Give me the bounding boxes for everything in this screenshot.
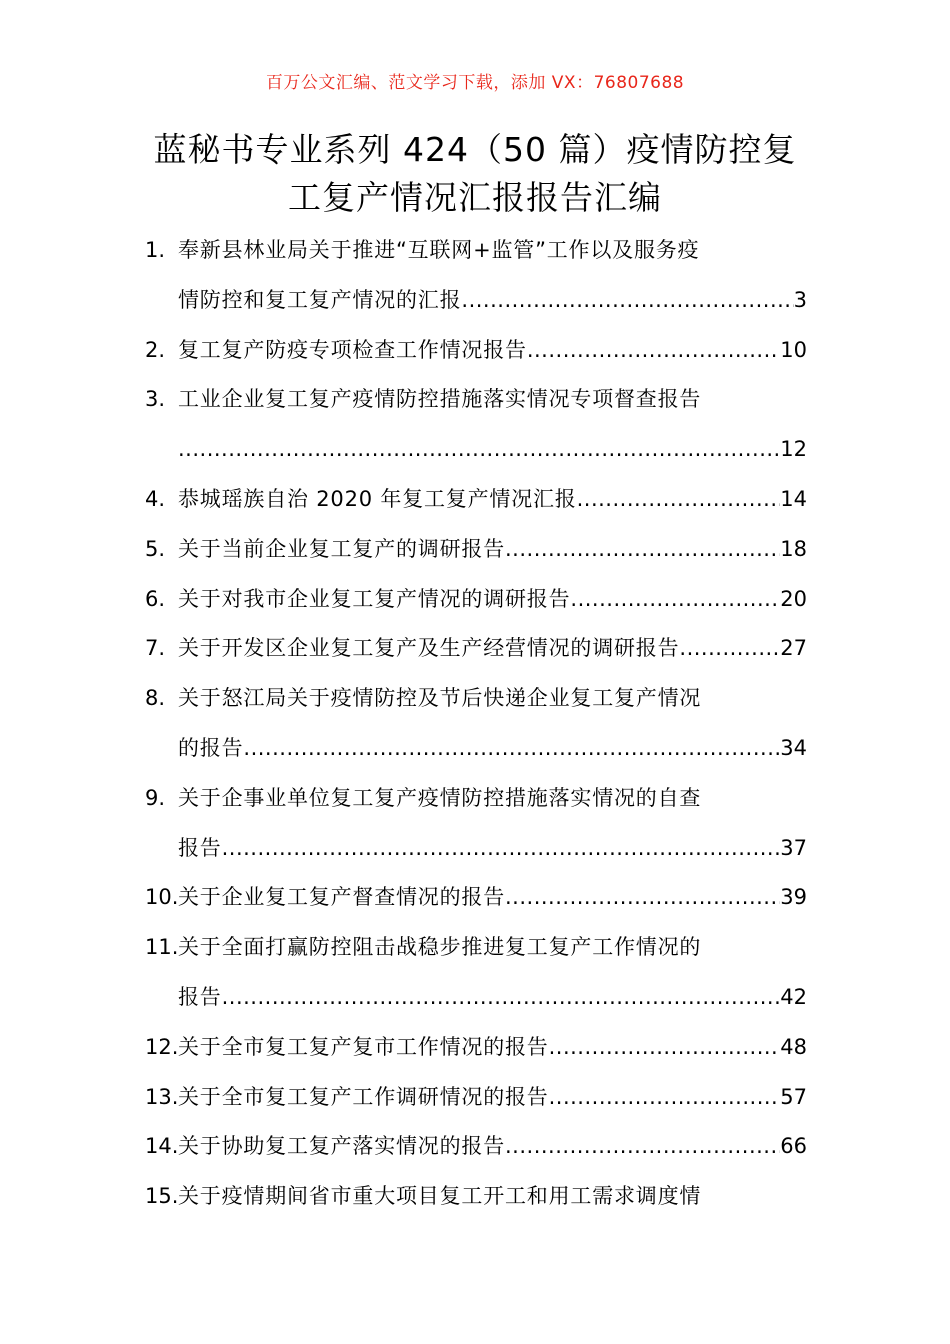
toc-entry-title: 奉新县林业局关于推进“互联网+监管”工作以及服务疫	[178, 238, 700, 262]
table-of-contents	[145, 226, 807, 1222]
toc-entry-title: 关于开发区企业复工复产及生产经营情况的调研报告	[178, 636, 680, 661]
toc-entry-line	[145, 525, 807, 575]
promo-header: 百万公文汇编、范文学习下载，添加 VX：76807688	[265, 73, 685, 93]
toc-leader-dots	[527, 326, 780, 376]
toc-entry[interactable]	[145, 774, 807, 874]
toc-entry-number: 14.	[145, 1134, 179, 1159]
toc-page-number: 14	[780, 486, 807, 511]
toc-entry[interactable]	[145, 575, 807, 625]
toc-entry-title: 关于全面打赢防控阻击战稳步推进复工复产工作情况的	[178, 935, 702, 960]
toc-entry-line	[145, 276, 807, 326]
toc-entry-line	[145, 575, 807, 625]
toc-page-number: 34	[780, 735, 807, 760]
toc-entry[interactable]	[145, 873, 807, 923]
toc-entry-title: 关于全市复工复产工作调研情况的报告	[178, 1084, 549, 1109]
toc-leader-dots	[461, 276, 793, 326]
toc-entry-number: 6.	[145, 586, 166, 611]
toc-entry-line	[145, 1172, 807, 1222]
toc-entry-number: 2.	[145, 337, 166, 362]
toc-entry-title: 恭城瑶族自治 2020 年复工复产情况汇报	[178, 486, 577, 511]
toc-entry[interactable]	[145, 375, 807, 475]
toc-entry[interactable]	[145, 475, 807, 525]
toc-entry-line	[145, 674, 807, 724]
toc-entry-number: 3.	[145, 387, 166, 412]
toc-leader-dots	[505, 1122, 780, 1172]
toc-leader-dots	[505, 525, 780, 575]
toc-entry-line	[145, 724, 807, 774]
toc-entry-number: 10.	[145, 885, 179, 910]
toc-entry-line	[145, 923, 807, 973]
toc-entry-line	[145, 1122, 807, 1172]
toc-entry-line	[145, 873, 807, 923]
toc-entry-title: 关于怒江局关于疫情防控及节后快递企业复工复产情况	[178, 686, 702, 711]
toc-leader-dots	[549, 1023, 781, 1073]
toc-page-number: 39	[780, 885, 807, 910]
toc-entry[interactable]	[145, 923, 807, 1023]
toc-entry-number: 13.	[145, 1084, 179, 1109]
toc-entry-title: 报告	[178, 835, 222, 860]
title-line-1: 蓝秘书专业系列 424（50 篇）疫情防控复	[153, 130, 797, 169]
toc-entry-title: 复工复产防疫专项检查工作情况报告	[178, 337, 527, 362]
toc-leader-dots	[222, 973, 781, 1023]
toc-entry[interactable]	[145, 674, 807, 774]
toc-leader-dots	[505, 873, 780, 923]
toc-entry-number: 9.	[145, 785, 166, 810]
toc-entry-number: 5.	[145, 536, 166, 561]
toc-entry[interactable]	[145, 326, 807, 376]
toc-entry-number: 1.	[145, 238, 166, 262]
toc-entry-line	[145, 624, 807, 674]
toc-entry-title: 关于当前企业复工复产的调研报告	[178, 536, 505, 561]
toc-entry[interactable]	[145, 1122, 807, 1172]
toc-page-number: 12	[780, 437, 807, 462]
toc-entry[interactable]	[145, 226, 807, 326]
toc-leader-dots	[570, 575, 780, 625]
toc-entry-line	[145, 824, 807, 874]
toc-entry[interactable]	[145, 1073, 807, 1123]
toc-entry-title: 关于全市复工复产复市工作情况的报告	[178, 1034, 549, 1059]
toc-leader-dots	[222, 824, 781, 874]
toc-entry[interactable]	[145, 1023, 807, 1073]
toc-entry-number: 12.	[145, 1034, 179, 1059]
toc-entry-title: 情防控和复工复产情况的汇报	[178, 287, 462, 312]
toc-entry-line	[145, 326, 807, 376]
toc-page-number: 18	[780, 536, 807, 561]
toc-entry-line	[145, 973, 807, 1023]
toc-entry-line	[145, 774, 807, 824]
toc-leader-dots	[243, 724, 780, 774]
toc-entry-line	[145, 1073, 807, 1123]
toc-entry-number: 15.	[145, 1184, 179, 1209]
toc-entry-number: 11.	[145, 935, 179, 960]
toc-entry-line	[145, 475, 807, 525]
toc-entry-line	[145, 226, 807, 276]
toc-entry-number: 8.	[145, 686, 166, 711]
toc-entry-title: 关于企业复工复产督查情况的报告	[178, 885, 505, 910]
toc-entry-title: 报告	[178, 984, 222, 1009]
toc-entry-line	[145, 425, 807, 475]
toc-entry[interactable]	[145, 624, 807, 674]
toc-leader-dots	[549, 1073, 781, 1123]
toc-page-number: 48	[780, 1034, 807, 1059]
toc-leader-dots	[178, 425, 780, 475]
toc-page-number: 20	[780, 586, 807, 611]
title-line-2: 工复产情况汇报报告汇编	[288, 178, 662, 217]
toc-entry-number: 7.	[145, 636, 166, 661]
toc-leader-dots	[679, 624, 780, 674]
toc-entry-title: 关于对我市企业复工复产情况的调研报告	[178, 586, 571, 611]
toc-entry-number: 4.	[145, 486, 166, 511]
toc-page-number: 27	[780, 636, 807, 661]
toc-page-number: 66	[780, 1134, 807, 1159]
document-title	[120, 126, 830, 222]
toc-entry[interactable]	[145, 525, 807, 575]
toc-leader-dots	[577, 475, 781, 525]
toc-entry-title: 关于协助复工复产落实情况的报告	[178, 1134, 505, 1159]
toc-page-number: 3	[793, 287, 807, 312]
toc-entry-title: 关于企事业单位复工复产疫情防控措施落实情况的自查	[178, 785, 702, 810]
toc-page-number: 10	[780, 337, 807, 362]
toc-entry[interactable]	[145, 1172, 807, 1222]
toc-entry-line	[145, 375, 807, 425]
toc-entry-line	[145, 1023, 807, 1073]
toc-entry-title: 关于疫情期间省市重大项目复工开工和用工需求调度情	[178, 1184, 702, 1209]
toc-entry-title: 工业企业复工复产疫情防控措施落实情况专项督查报告	[178, 387, 702, 412]
toc-entry-title: 的报告	[178, 735, 244, 760]
toc-page-number: 37	[780, 835, 807, 860]
toc-page-number: 57	[780, 1084, 807, 1109]
toc-page-number: 42	[780, 984, 807, 1009]
